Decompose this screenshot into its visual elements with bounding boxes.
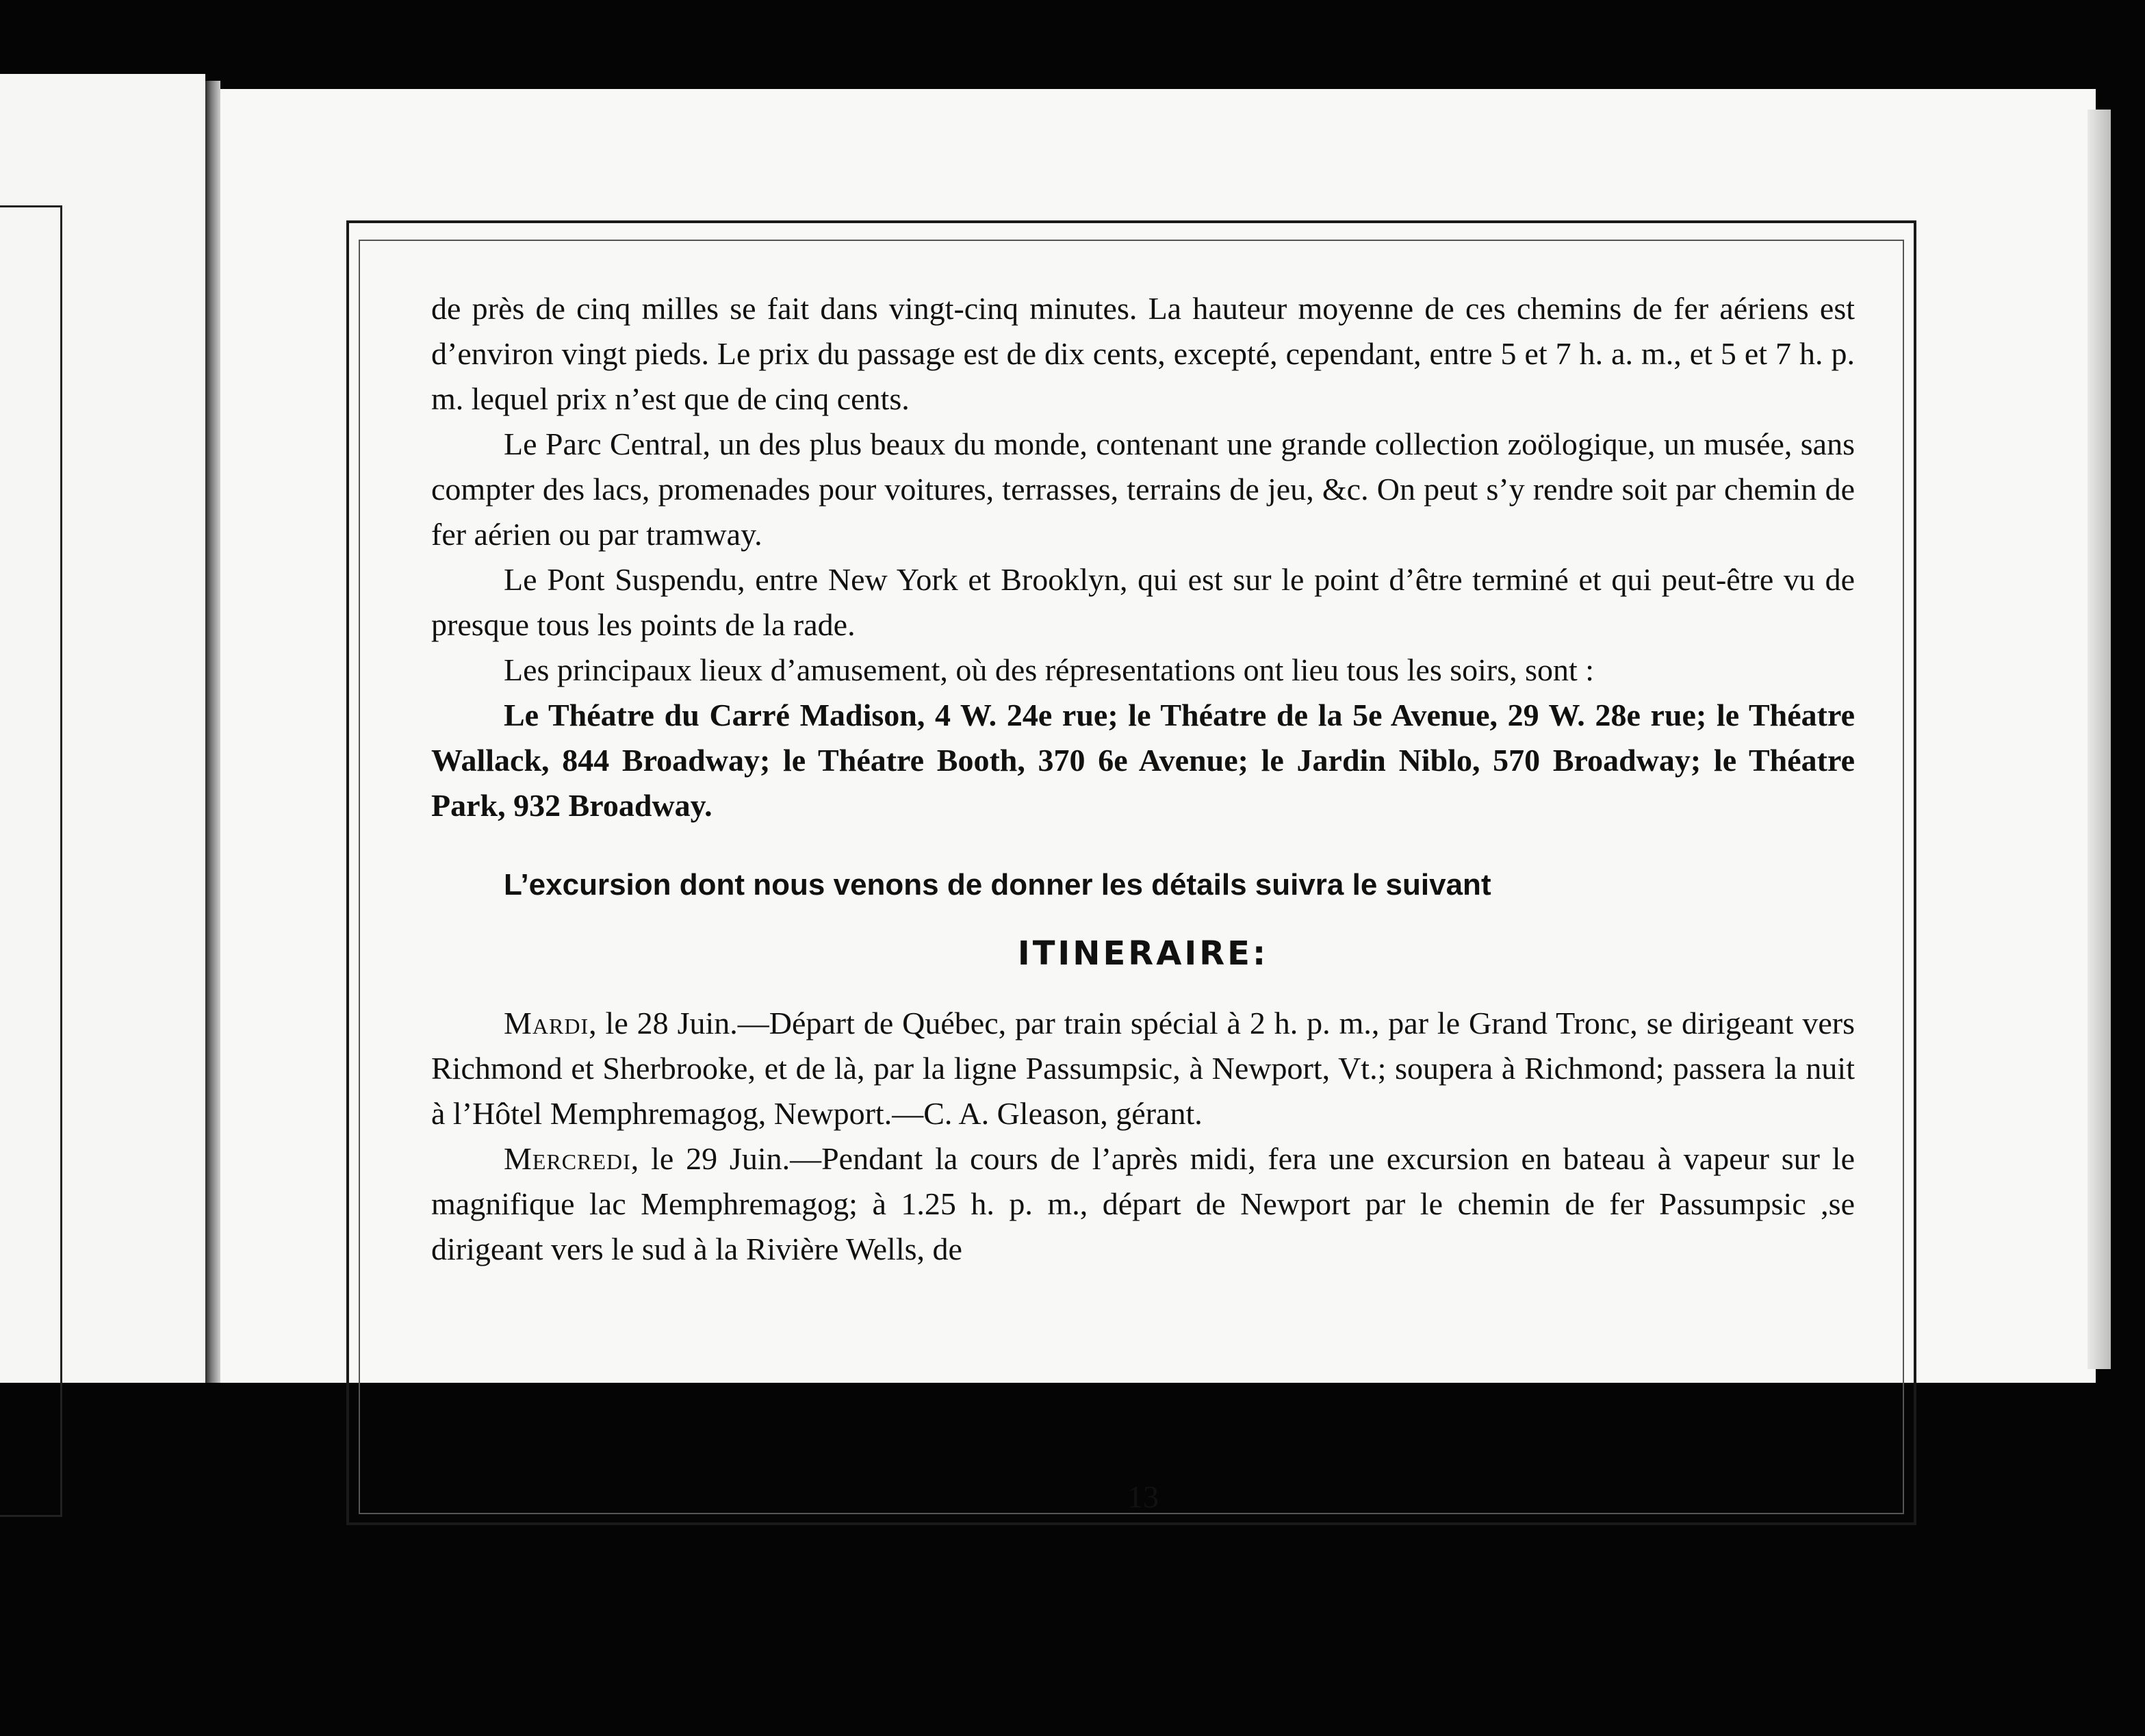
itinerary-text: , le 28 Juin.—Départ de Québec, par train spécial à 2 h. p. m., par le Grand Tronc, se dirigeant vers Richmond et Sherbrooke, et de là, par la ligne Passumpsic, à Newport, Vt.; soupera à Richmond; passera la nuit à l’Hôtel Memphremagog, Newport.—C. A. Gleason, gérant. <box>431 1006 1855 1131</box>
itinerary-day: Mercredi <box>504 1141 631 1176</box>
page-text <box>431 286 1855 1272</box>
paragraph-theatres: Le Théatre du Carré Madison, 4 W. 24e rue; le Théatre de la 5e Avenue, 29 W. 28e rue; le Théatre Wallack, 844 Broadway; le Théatre Booth, 370 6e Avenue; le Jardin Niblo, 570 Broadway; le Théatre Park, 932 Broadway. <box>431 698 1855 823</box>
itinerary-title: ITINERAIRE: <box>1017 934 1269 973</box>
excursion-intro: L’excursion dont nous venons de donner les détails suivra le suivant <box>504 868 1491 902</box>
paragraph-amusements: Les principaux lieux d’amusement, où des répresentations ont lieu tous les soirs, sont : <box>504 652 1595 687</box>
paragraph-central-park: Le Parc Central, un des plus beaux du monde, contenant une grande collection zoölogique, un musée, sans compter des lacs, promenades pour voitures, terrasses, terrains de jeu, &c. On peut s’y rendre soit par chemin de fer aérien ou par tramway. <box>431 426 1855 552</box>
right-page-edge <box>2088 110 2111 1369</box>
paragraph-railway-continued: de près de cinq milles se fait dans vingt-cinq minutes. La hauteur moyenne de ces chemins de fer aériens est d’environ vingt pieds. Le prix du passage est de dix cents, excepté, cependant, entre 5 et 7 h. a. m., et 5 et 7 h. p. m. lequel prix n’est que de cinq cents. <box>431 291 1855 416</box>
itinerary-day: Mardi <box>504 1006 589 1041</box>
itinerary-text: , le 29 Juin.—Pendant la cours de l’après midi, fera une excursion en bateau à vapeur sur le magnifique lac Memphremagog; à 1.25 h. p. m., départ de Newport par le chemin de fer Passumpsic ,se dirigeant vers le sud à la Rivière Wells, de <box>431 1141 1855 1266</box>
itinerary-entry-tuesday <box>431 1001 1855 1136</box>
left-page-border <box>0 205 62 1517</box>
page-number: 13 <box>1127 1479 1159 1514</box>
itinerary-entry-wednesday <box>431 1136 1855 1272</box>
book-gutter <box>205 81 220 1383</box>
paragraph-suspension-bridge: Le Pont Suspendu, entre New York et Brooklyn, qui est sur le point d’être terminé et qui peut-être vu de presque tous les points de la rade. <box>431 562 1855 642</box>
